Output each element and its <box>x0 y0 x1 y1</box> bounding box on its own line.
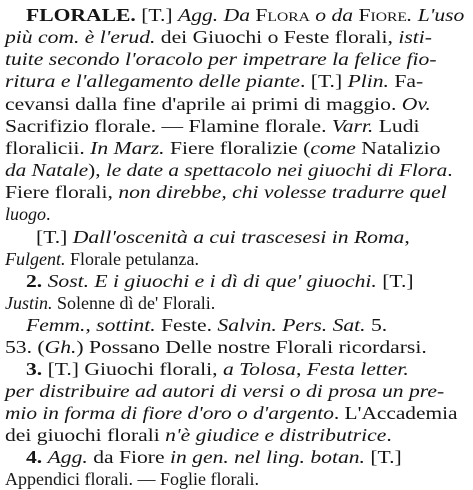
entry-text: . L'Accademia <box>333 403 458 423</box>
entry-text: mio in forma di fiore d'oro o d'argento <box>5 403 334 423</box>
entry-line <box>5 159 453 181</box>
entry-line <box>26 358 409 380</box>
entry-text: 53. ( <box>5 337 45 357</box>
entry-text: , <box>404 227 410 247</box>
entry-text: [T.] <box>36 227 73 247</box>
entry-text: Agg. Da <box>178 5 256 25</box>
entry-text: ), <box>88 160 106 180</box>
entry-text: ) Possano Delle nostre Florali ricordarsi. <box>76 337 427 357</box>
entry-text: Femm., sottint. <box>26 315 156 335</box>
entry-text: isti- <box>398 27 432 47</box>
entry-text: Sacrifizio florale. — Flamine florale. <box>5 116 332 136</box>
entry-text: [T.] <box>135 5 179 25</box>
entry-line <box>5 336 427 358</box>
entry-text: in gen. nel ling. botan. <box>169 447 365 467</box>
entry-line <box>5 26 432 48</box>
entry-text: Ov. <box>401 94 431 114</box>
entry-text: Plin. <box>347 71 389 91</box>
entry-text: Fiore <box>358 5 407 25</box>
entry-line <box>5 115 420 137</box>
entry-line <box>26 314 387 336</box>
entry-text: In Marz. <box>90 138 165 158</box>
entry-text: luogo <box>5 204 47 224</box>
entry-text: Flora <box>255 5 310 25</box>
entry-text: Sost. E i giuochi e i dì di que' giuochi. <box>47 271 377 291</box>
entry-text: Appendici florali. — Foglie florali. <box>5 469 259 489</box>
entry-text: Ludi <box>373 116 420 136</box>
entry-line <box>26 4 464 26</box>
entry-text: . <box>386 425 392 445</box>
entry-text: [T.] <box>376 271 414 291</box>
entry-text: . [T.] <box>299 71 348 91</box>
entry-line <box>5 70 423 92</box>
entry-text: ritura e l'allegamento delle piante <box>5 71 300 91</box>
entry-text: Fiere florali, <box>5 182 119 202</box>
entry-text: Justin. <box>5 293 53 313</box>
entry-text: Feste. <box>155 315 218 335</box>
entry-text: le date a spettacolo nei giuochi di Flora <box>105 160 448 180</box>
entry-text: Fa- <box>388 71 424 91</box>
entry-text: 3. <box>26 359 48 379</box>
entry-text: più com. è l'erud. <box>5 27 156 47</box>
entry-line <box>5 402 457 424</box>
entry-text: Florale petulanza. <box>65 249 199 269</box>
entry-line <box>5 424 392 446</box>
entry-line <box>5 380 444 402</box>
entry-text: FLORALE. <box>26 5 136 25</box>
entry-line <box>36 226 410 248</box>
entry-text: come <box>310 138 356 158</box>
entry-text: 4. <box>26 447 48 467</box>
entry-text: da Natale <box>5 160 89 180</box>
entry-text: . <box>447 160 453 180</box>
entry-text: Salvin. Pers. Sat. <box>217 315 366 335</box>
entry-text: Gh. <box>44 337 77 357</box>
entry-text: dei Giuochi o Feste florali, <box>155 27 399 47</box>
entry-line <box>5 181 447 203</box>
entry-line <box>5 137 440 159</box>
entry-text: Fiere floralizie ( <box>164 138 311 158</box>
entry-text: n'è giudice e distributrice <box>165 425 387 445</box>
entry-line <box>5 468 259 490</box>
entry-text: cevansi dalla fine d'aprile ai primi di maggio. <box>5 94 402 114</box>
entry-text: Solenne dì de' Florali. <box>52 293 216 313</box>
entry-text: dei giuochi florali <box>5 425 166 445</box>
entry-text: . <box>46 204 51 224</box>
entry-line <box>26 446 402 468</box>
entry-text: Fulgent. <box>5 249 66 269</box>
entry-text: Agg. <box>47 447 88 467</box>
entry-text: 5. <box>365 315 388 335</box>
entry-text: tuite secondo l'oracolo per impetrare la felice fio- <box>5 49 437 69</box>
entry-text: Natalizio <box>355 138 441 158</box>
entry-text: per distribuire ad autori di versi o di prosa un pre- <box>5 381 445 401</box>
entry-text: da Fiore <box>87 447 170 467</box>
entry-line <box>26 270 414 292</box>
entry-text: [T.] <box>364 447 402 467</box>
entry-text: a Tolosa <box>222 359 296 379</box>
entry-line <box>5 203 51 225</box>
entry-text: [T.] Giuochi florali, <box>47 359 223 379</box>
entry-text: Festa letter. <box>306 359 409 379</box>
entry-line <box>5 48 437 70</box>
entry-line <box>5 292 215 314</box>
entry-text: Varr. <box>331 116 374 136</box>
entry-line <box>5 248 199 270</box>
entry-text: 2. <box>26 271 48 291</box>
entry-text: , <box>296 359 307 379</box>
entry-text: Dall'oscenità a cui trascesesi in Roma <box>72 227 405 247</box>
entry-text: floralicii. <box>5 138 91 158</box>
entry-line <box>5 93 431 115</box>
entry-text: o da <box>309 5 359 25</box>
entry-text: non direbbe, chi volesse tradurre quel <box>118 182 447 202</box>
entry-text: . L'uso <box>406 5 465 25</box>
